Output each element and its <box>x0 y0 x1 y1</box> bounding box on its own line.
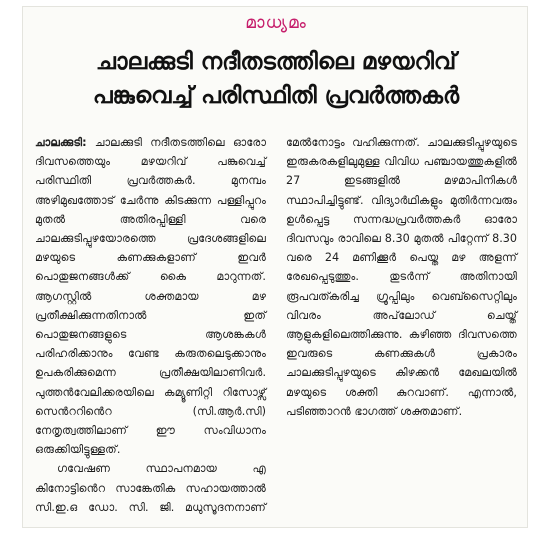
newspaper-masthead: മാധ്യമം <box>245 13 307 33</box>
newspaper-clipping <box>22 6 528 528</box>
article-headline <box>37 45 515 113</box>
article-body <box>35 133 517 523</box>
headline-line-2: പങ്കുവെച്ച് പരിസ്ഥിതി പ്രവർത്തകർ <box>92 83 460 109</box>
headline-line-1: ചാലക്കുടി നദീതടത്തിലെ മഴയറിവ് <box>95 49 457 75</box>
paragraph-1 <box>35 133 266 459</box>
paragraph-2: ഗവേഷണ സ്ഥാപനമായ എ കിനോട്ടിൻെറ സാങ്കേതിക സഹായത്താൽ സി.ഇ.ഒ ഡോ. സി. ജി. മധുസൂദനനാണ് മേൽനോട്ടം വഹിക്കുന്നത്. ചാലക്കുടിപ്പുഴയുടെ ഇരുകരകളിലുമുള്ള വിവിധ പഞ്ചായത്തുകളിൽ 27 ഇടങ്ങളിൽ മഴമാപിനികൾ സ്ഥാപിച്ചിട്ടുണ്ട്. വിദ്യാർഥികളും മുതിർന്നവരും ഉൾപ്പെട്ട സന്നദ്ധപ്രവർത്തകർ ഓരോ ദിവസവും രാവിലെ 8.30 മുതൽ പിറ്റേന്ന് 8.30 വരെ 24 മണിക്കൂർ പെയ്ത മഴ അളന്ന് രേഖപ്പെടുത്തും. തുടർന്ന് അതിനായി രൂപവത്കരിച്ച ഗ്രൂപ്പിലും വെബ്സൈറ്റിലും വിവരം അപ്‌ലോഡ് ചെയ്ത് ആളുകളിലെത്തിക്കുന്നു. കഴിഞ്ഞ ദിവസത്തെ ഇവരുടെ കണക്കുകൾ പ്രകാരം ചാലക്കുടിപ്പുഴയുടെ കിഴക്കൻ മേഖലയിൽ മഴയുടെ ശക്തി കുറവാണ്. എന്നാൽ, പടിഞ്ഞാറൻ ഭാഗത്ത് ശക്തമാണ്. <box>35 136 517 514</box>
dateline: ചാലക്കുടി: <box>35 136 87 149</box>
paragraph-1-text: ചാലക്കുടി നദീതടത്തിലെ ഓരോ ദിവസത്തെയും മഴയറിവ് പങ്കുവെച്ച് പരിസ്ഥിതി പ്രവർത്തകർ. മുനമ്പം അഴിമുഖത്തോട് ചേർന്നു കിടക്കുന്ന പള്ളിപ്പുറം മുതൽ അതിരപ്പിള്ളി വരെ ചാലക്കുടിപ്പുഴയോരത്തെ പ്രദേശങ്ങളിലെ മഴയുടെ കണക്കുകളാണ് ഇവർ പൊതുജനങ്ങൾക്ക് കൈ മാറുന്നത്. ആഗസ്റ്റിൽ ശക്തമായ മഴ പ്രതീക്ഷിക്കുന്നതിനാൽ ഇത് പൊതുജനങ്ങളുടെ ആശങ്കകൾ പരിഹരിക്കാനും വേണ്ട കരുതലെടുക്കാനും ഉപകരിക്കുമെന്ന പ്രതീക്ഷയിലാണിവർ. പുത്തൻവേലിക്കരയിലെ കമ്യൂണിറ്റി റിസോഴ്സ് സെൻററിൻെറ (സി.ആർ.സി) നേതൃത്വത്തിലാണ് ഈ സംവിധാനം ഒരുക്കിയിട്ടുള്ളത്. <box>35 136 266 457</box>
